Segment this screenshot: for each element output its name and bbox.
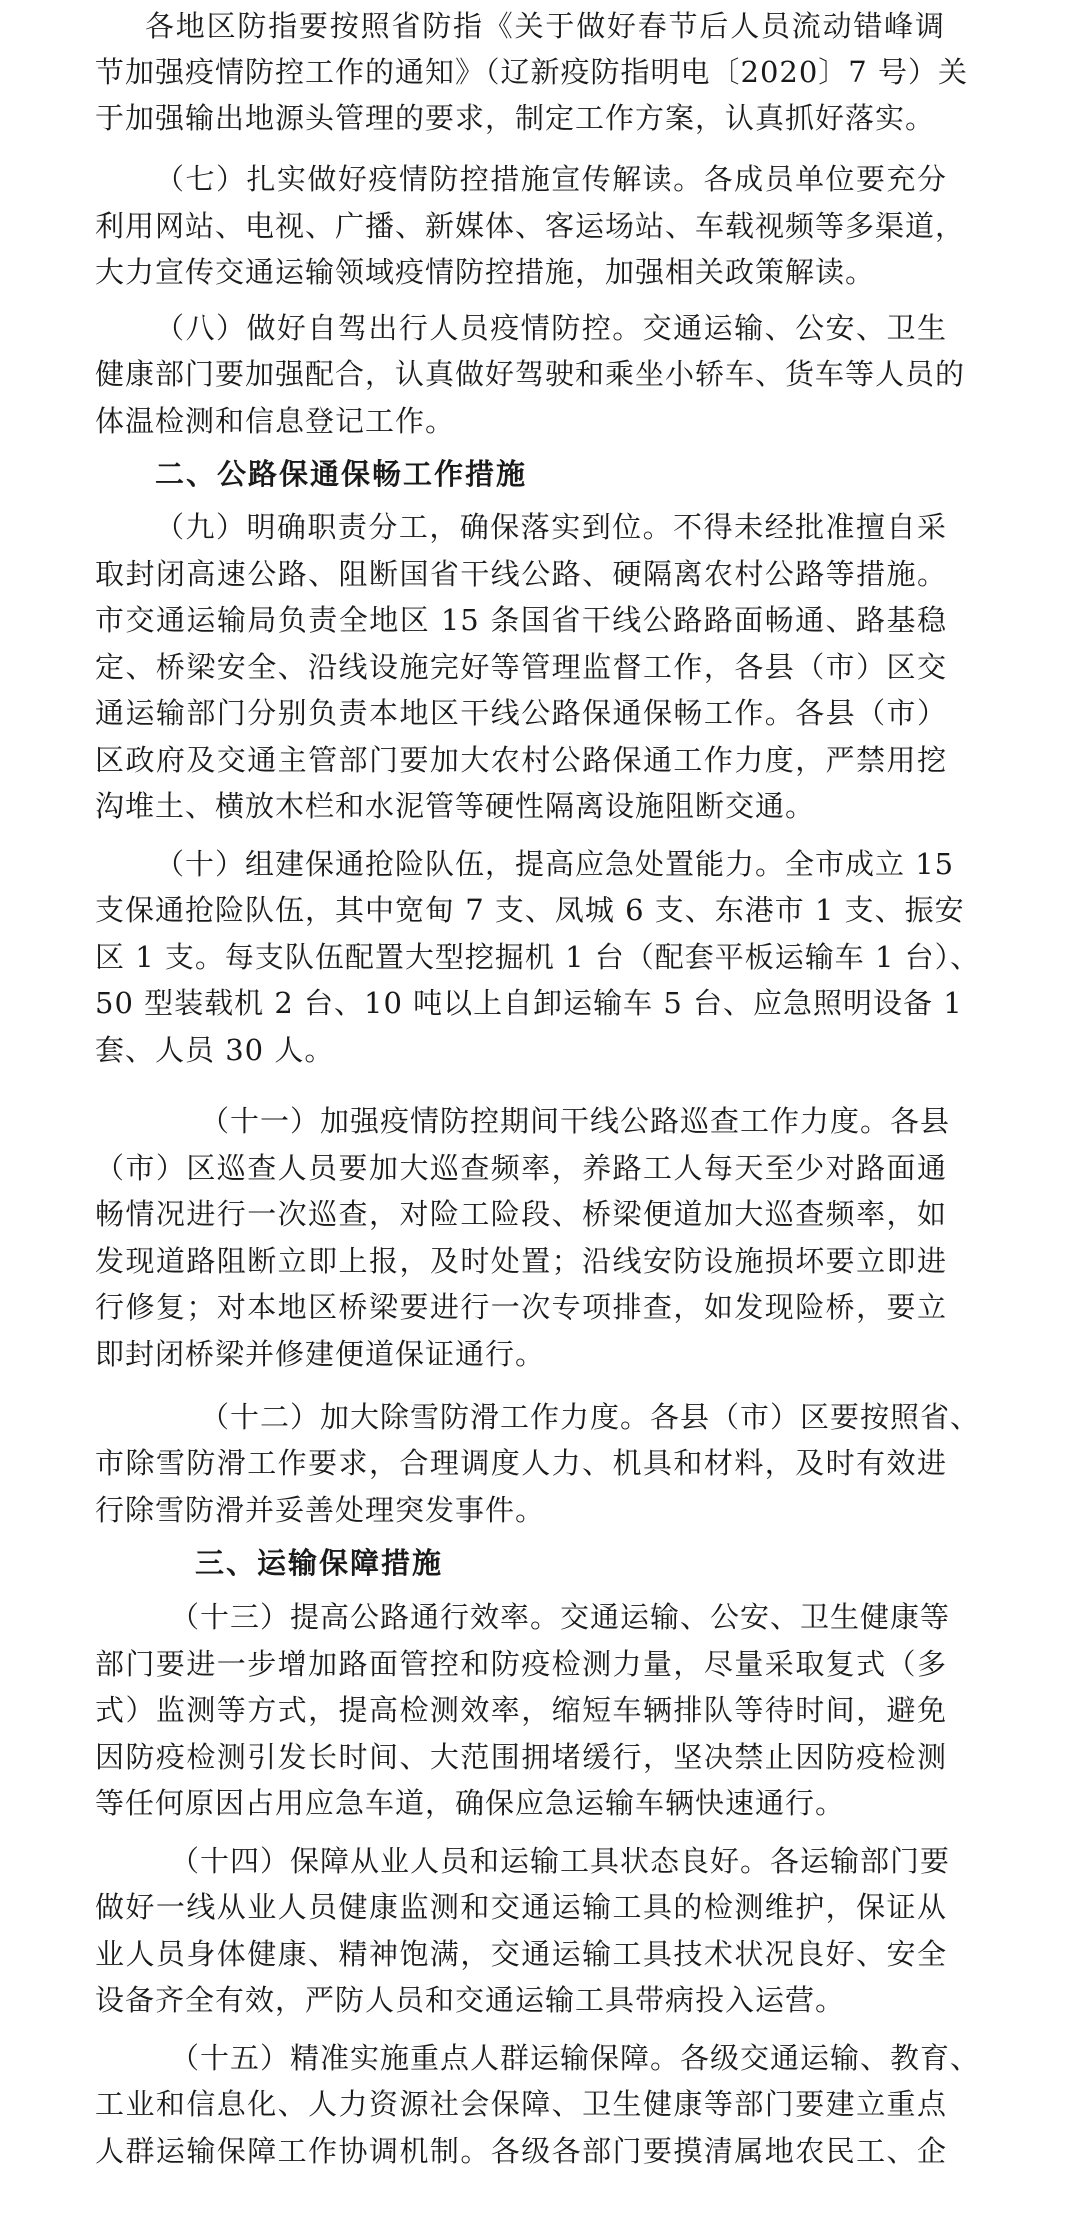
text-line xyxy=(0,734,1080,786)
text-line xyxy=(0,501,1080,553)
text-line xyxy=(0,687,1080,739)
text-line-content: 取封闭高速公路、阻断国省干线公路、硬隔离农村公路等措施。 xyxy=(95,557,947,591)
text-line-content: 做好一线从业人员健康监测和交通运输工具的检测维护，保证从 xyxy=(95,1890,947,1924)
text-line-content: 畅情况进行一次巡查，对险工险段、桥梁便道加大巡查频率，如 xyxy=(95,1197,947,1231)
text-line-content: 设备齐全有效，严防人员和交通运输工具带病投入运营。 xyxy=(95,1983,846,2017)
text-line-content: 区 1 支。每支队伍配置大型挖掘机 1 台（配套平板运输车 1 台）、 xyxy=(95,940,981,974)
text-line-content: 人群运输保障工作协调机制。各级各部门要摸清属地农民工、企 xyxy=(95,2134,947,2168)
text-line-content: （十一）加强疫情防控期间干线公路巡查工作力度。各县 xyxy=(200,1104,951,1138)
text-line xyxy=(0,1591,1080,1643)
text-line-content: 沟堆土、横放木栏和水泥管等硬性隔离设施阻断交通。 xyxy=(95,789,816,823)
text-line-content: 支保通抢险队伍，其中宽甸 7 支、凤城 6 支、东港市 1 支、振安 xyxy=(95,893,965,927)
text-line xyxy=(0,1437,1080,1489)
section-heading xyxy=(0,1537,1080,1589)
text-line-content: （十三）提高公路通行效率。交通运输、公安、卫生健康等 xyxy=(170,1600,951,1634)
text-line xyxy=(0,1928,1080,1980)
text-line xyxy=(0,246,1080,298)
text-line xyxy=(0,1835,1080,1887)
text-line-content: （十五）精准实施重点人群运输保障。各级交通运输、教育、 xyxy=(170,2041,981,2075)
text-line xyxy=(0,0,1080,52)
text-line xyxy=(0,884,1080,936)
text-line-content: 利用网站、电视、广播、新媒体、客运场站、车载视频等多渠道， xyxy=(95,209,966,243)
text-line-content: 行修复；对本地区桥梁要进行一次专项排查，如发现险桥，要立 xyxy=(95,1290,947,1324)
text-line xyxy=(0,1881,1080,1933)
text-line xyxy=(0,780,1080,832)
text-line-content: （十四）保障从业人员和运输工具状态良好。各运输部门要 xyxy=(170,1844,951,1878)
text-line xyxy=(0,838,1080,890)
text-line xyxy=(0,302,1080,354)
text-line xyxy=(0,1777,1080,1829)
text-line xyxy=(0,977,1080,1029)
text-line-content: 定、桥梁安全、沿线设施完好等管理监督工作，各县（市）区交 xyxy=(95,650,947,684)
text-line xyxy=(0,1328,1080,1380)
text-line xyxy=(0,1684,1080,1736)
text-line xyxy=(0,348,1080,400)
text-line xyxy=(0,1024,1080,1076)
text-line-content: 部门要进一步增加路面管控和防疫检测力量，尽量采取复式（多 xyxy=(95,1647,947,1681)
text-line xyxy=(0,1235,1080,1287)
text-line-content: 等任何原因占用应急车道，确保应急运输车辆快速通行。 xyxy=(95,1786,846,1820)
text-line-content: 通运输部门分别负责本地区干线公路保通保畅工作。各县（市） xyxy=(95,696,947,730)
text-line xyxy=(0,395,1080,447)
section-heading-text: 三、运输保障措施 xyxy=(195,1546,444,1580)
text-line xyxy=(0,594,1080,646)
text-line xyxy=(0,1188,1080,1240)
text-line xyxy=(0,1731,1080,1783)
text-line xyxy=(0,1281,1080,1333)
text-line-content: 各地区防指要按照省防指《关于做好春节后人员流动错峰调 xyxy=(145,9,945,43)
text-line-content: 50 型装载机 2 台、10 吨以上自卸运输车 5 台、应急照明设备 1 xyxy=(95,986,963,1020)
text-line-content: 业人员身体健康、精神饱满，交通运输工具技术状况良好、安全 xyxy=(95,1937,947,1971)
text-line-content: 发现道路阻断立即上报，及时处置；沿线安防设施损坏要立即进 xyxy=(95,1244,947,1278)
text-line-content: （九）明确职责分工，确保落实到位。不得未经批准擅自采 xyxy=(155,510,947,544)
text-line-content: 式）监测等方式，提高检测效率，缩短车辆排队等待时间，避免 xyxy=(95,1693,947,1727)
text-line-content: （十）组建保通抢险队伍，提高应急处置能力。全市成立 15 xyxy=(155,847,955,881)
text-line-content: 健康部门要加强配合，认真做好驾驶和乘坐小轿车、货车等人员的 xyxy=(95,357,966,391)
text-line-content: 于加强输出地源头管理的要求，制定工作方案，认真抓好落实。 xyxy=(95,101,936,135)
text-line xyxy=(0,1142,1080,1194)
text-line xyxy=(0,200,1080,252)
text-line-content: （市）区巡查人员要加大巡查频率，养路工人每天至少对路面通 xyxy=(95,1151,947,1185)
text-line xyxy=(0,1484,1080,1536)
text-line-content: （十二）加大除雪防滑工作力度。各县（市）区要按照省、 xyxy=(200,1400,981,1434)
text-line-content: 市除雪防滑工作要求，合理调度人力、机具和材料，及时有效进 xyxy=(95,1446,947,1480)
text-line xyxy=(0,1638,1080,1690)
section-heading xyxy=(0,448,1080,500)
text-line-content: 体温检测和信息登记工作。 xyxy=(95,404,456,438)
text-line xyxy=(0,153,1080,205)
text-line-content: 节加强疫情防控工作的通知》（辽新疫防指明电〔2020〕7 号）关 xyxy=(95,55,968,89)
text-line-content: 工业和信息化、人力资源社会保障、卫生健康等部门要建立重点 xyxy=(95,2087,947,2121)
text-line xyxy=(0,1974,1080,2026)
text-line-content: 行除雪防滑并妥善处理突发事件。 xyxy=(95,1493,546,1527)
text-line-content: 即封闭桥梁并修建便道保证通行。 xyxy=(95,1337,546,1371)
text-line-content: （七）扎实做好疫情防控措施宣传解读。各成员单位要充分 xyxy=(155,162,947,196)
text-line xyxy=(0,2078,1080,2130)
text-line-content: 大力宣传交通运输领域疫情防控措施，加强相关政策解读。 xyxy=(95,255,876,289)
text-line xyxy=(0,641,1080,693)
text-line xyxy=(0,2125,1080,2177)
text-line-content: 区政府及交通主管部门要加大农村公路保通工作力度，严禁用挖 xyxy=(95,743,947,777)
text-line xyxy=(0,931,1080,983)
text-line-content: 套、人员 30 人。 xyxy=(95,1033,335,1067)
section-heading-text: 二、公路保通保畅工作措施 xyxy=(155,457,528,491)
text-line-content: 市交通运输局负责全地区 15 条国省干线公路路面畅通、路基稳 xyxy=(95,603,947,637)
text-line xyxy=(0,46,1080,98)
text-line xyxy=(0,548,1080,600)
text-line-content: （八）做好自驾出行人员疫情防控。交通运输、公安、卫生 xyxy=(155,311,947,345)
text-line xyxy=(0,92,1080,144)
text-line xyxy=(0,2032,1080,2084)
text-line xyxy=(0,1095,1080,1147)
text-line xyxy=(0,1391,1080,1443)
text-line-content: 因防疫检测引发长时间、大范围拥堵缓行，坚决禁止因防疫检测 xyxy=(95,1740,947,1774)
